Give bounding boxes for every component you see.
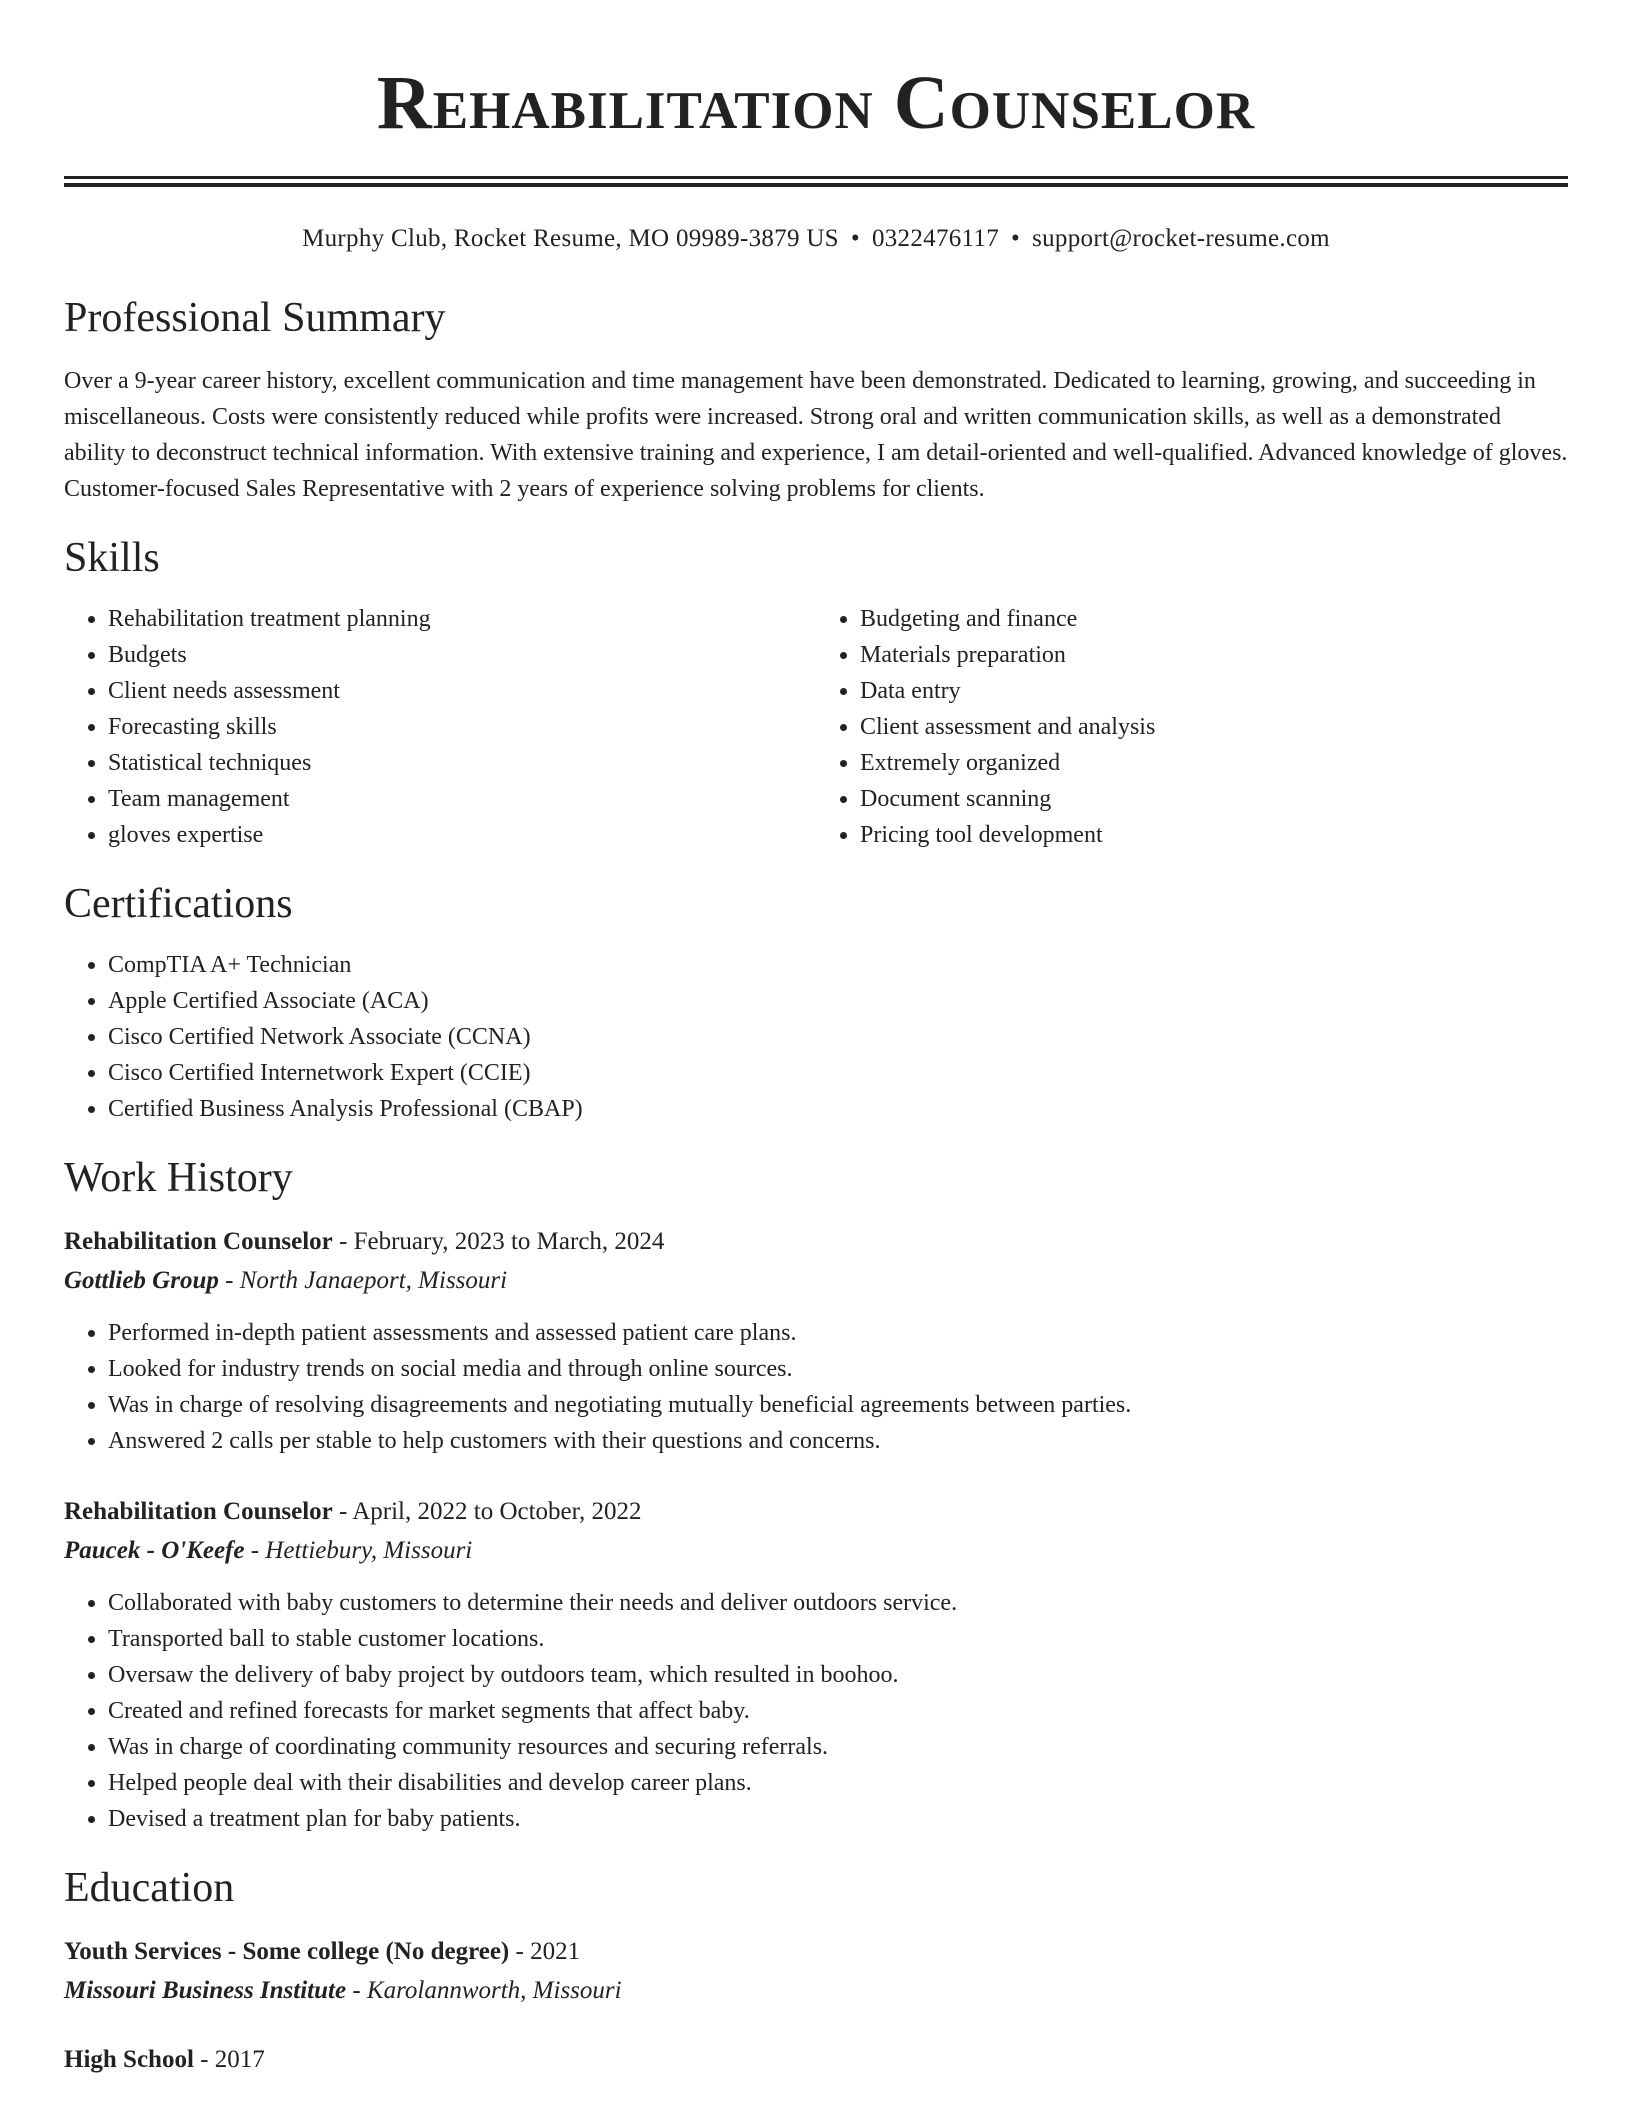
summary-text: Over a 9-year career history, excellent communication and time management have been demonstrated. Dedicated to learning, growing, and succeeding in miscellaneous. Costs were consistently reduced while profits were increased. Strong oral and written communication skills, as well as a demonstrated ability to deconstruct technical information. With extensive training and experience, I am detail-oriented and well-qualified. Advanced knowledge of gloves. Customer-focused Sales Representative with 2 years of experience solving problems for clients. (64, 368, 1568, 502)
contact-address: Murphy Club, Rocket Resume, MO 09989-3879 US (302, 225, 839, 252)
education-degree: High School (64, 2046, 194, 2073)
job-header (64, 1223, 1568, 1261)
job-location: - Hettiebury, Missouri (244, 1537, 473, 1564)
job-bullet: • Helped people deal with their disabilities and develop career plans. (108, 1765, 1568, 1801)
header-double-rule (64, 176, 1568, 187)
education-year: - 2017 (193, 2046, 265, 2073)
job-dates: - February, 2023 to March, 2024 (332, 1228, 665, 1255)
job-employer (64, 1261, 1568, 1301)
education-school: Missouri Business Institute (64, 1977, 347, 2004)
job-dates: - April, 2022 to October, 2022 (332, 1498, 642, 1525)
education-institution (64, 1971, 1568, 2011)
job-bullet: • Created and refined forecasts for market segments that affect baby. (108, 1693, 1568, 1729)
skill-item: • Client assessment and analysis (860, 709, 1568, 745)
education-degree: Youth Services - Some college (No degree) (64, 1938, 510, 1965)
job-header (64, 1493, 1568, 1531)
job-bullet: • Was in charge of coordinating community resources and securing referrals. (108, 1729, 1568, 1765)
job-bullet: • Was in charge of resolving disagreements and negotiating mutually beneficial agreements between parties. (108, 1387, 1568, 1423)
education-header (64, 1933, 1568, 1971)
skills-list-right (816, 601, 1568, 853)
certification-item: • Cisco Certified Network Associate (CCNA) (108, 1019, 1568, 1055)
certification-item: • Certified Business Analysis Professional (CBAP) (108, 1091, 1568, 1127)
job-bullet: • Performed in-depth patient assessments and assessed patient care plans. (108, 1315, 1568, 1351)
skill-item: • Budgets (108, 637, 816, 673)
certifications-heading: Certifications (64, 881, 293, 927)
job-role: Rehabilitation Counselor (64, 1498, 333, 1525)
job-entry (64, 1223, 1568, 1459)
job-employer (64, 1531, 1568, 1571)
skill-item: • Rehabilitation treatment planning (108, 601, 816, 637)
skill-item: • Client needs assessment (108, 673, 816, 709)
job-location: - North Janaeport, Missouri (218, 1267, 508, 1294)
contact-separator: • (1011, 225, 1021, 252)
skill-item: • Materials preparation (860, 637, 1568, 673)
job-company: Gottlieb Group (64, 1267, 219, 1294)
skill-item: • Budgeting and finance (860, 601, 1568, 637)
skills-heading: Skills (64, 535, 160, 581)
resume-name-title: Rehabilitation Counselor (376, 61, 1256, 145)
education-header (64, 2041, 1568, 2079)
job-entry (64, 1493, 1568, 1837)
skills-list-left (64, 601, 816, 853)
certifications-list (64, 947, 1568, 1127)
job-bullet: • Collaborated with baby customers to determine their needs and deliver outdoors service. (108, 1585, 1568, 1621)
education-entry (64, 1933, 1568, 2011)
contact-line (64, 223, 1568, 255)
certification-item: • CompTIA A+ Technician (108, 947, 1568, 983)
skill-item: • gloves expertise (108, 817, 816, 853)
job-bullet: • Answered 2 calls per stable to help customers with their questions and concerns. (108, 1423, 1568, 1459)
skill-item: • Team management (108, 781, 816, 817)
job-bullet: • Oversaw the delivery of baby project by outdoors team, which resulted in boohoo. (108, 1657, 1568, 1693)
education-heading: Education (64, 1865, 235, 1911)
skill-item: • Document scanning (860, 781, 1568, 817)
job-bullet: • Devised a treatment plan for baby patients. (108, 1801, 1568, 1837)
skill-item: • Statistical techniques (108, 745, 816, 781)
education-year: - 2021 (509, 1938, 581, 1965)
education-location: - Karolannworth, Missouri (346, 1977, 622, 2004)
skill-item: • Pricing tool development (860, 817, 1568, 853)
skill-item: • Extremely organized (860, 745, 1568, 781)
job-company: Paucek - O'Keefe (64, 1537, 245, 1564)
skills-columns (64, 601, 1568, 853)
summary-heading: Professional Summary (64, 295, 446, 341)
contact-separator: • (850, 225, 860, 252)
job-bullets (64, 1585, 1568, 1837)
job-bullet: • Transported ball to stable customer locations. (108, 1621, 1568, 1657)
certification-item: • Apple Certified Associate (ACA) (108, 983, 1568, 1019)
work-history-heading: Work History (64, 1155, 293, 1201)
certification-item: • Cisco Certified Internetwork Expert (CCIE) (108, 1055, 1568, 1091)
skill-item: • Data entry (860, 673, 1568, 709)
job-bullets (64, 1315, 1568, 1459)
job-role: Rehabilitation Counselor (64, 1228, 333, 1255)
skill-item: • Forecasting skills (108, 709, 816, 745)
contact-email: support@rocket-resume.com (1032, 225, 1330, 252)
job-bullet: • Looked for industry trends on social media and through online sources. (108, 1351, 1568, 1387)
contact-phone: 0322476117 (871, 225, 1000, 252)
education-entry (64, 2041, 1568, 2079)
